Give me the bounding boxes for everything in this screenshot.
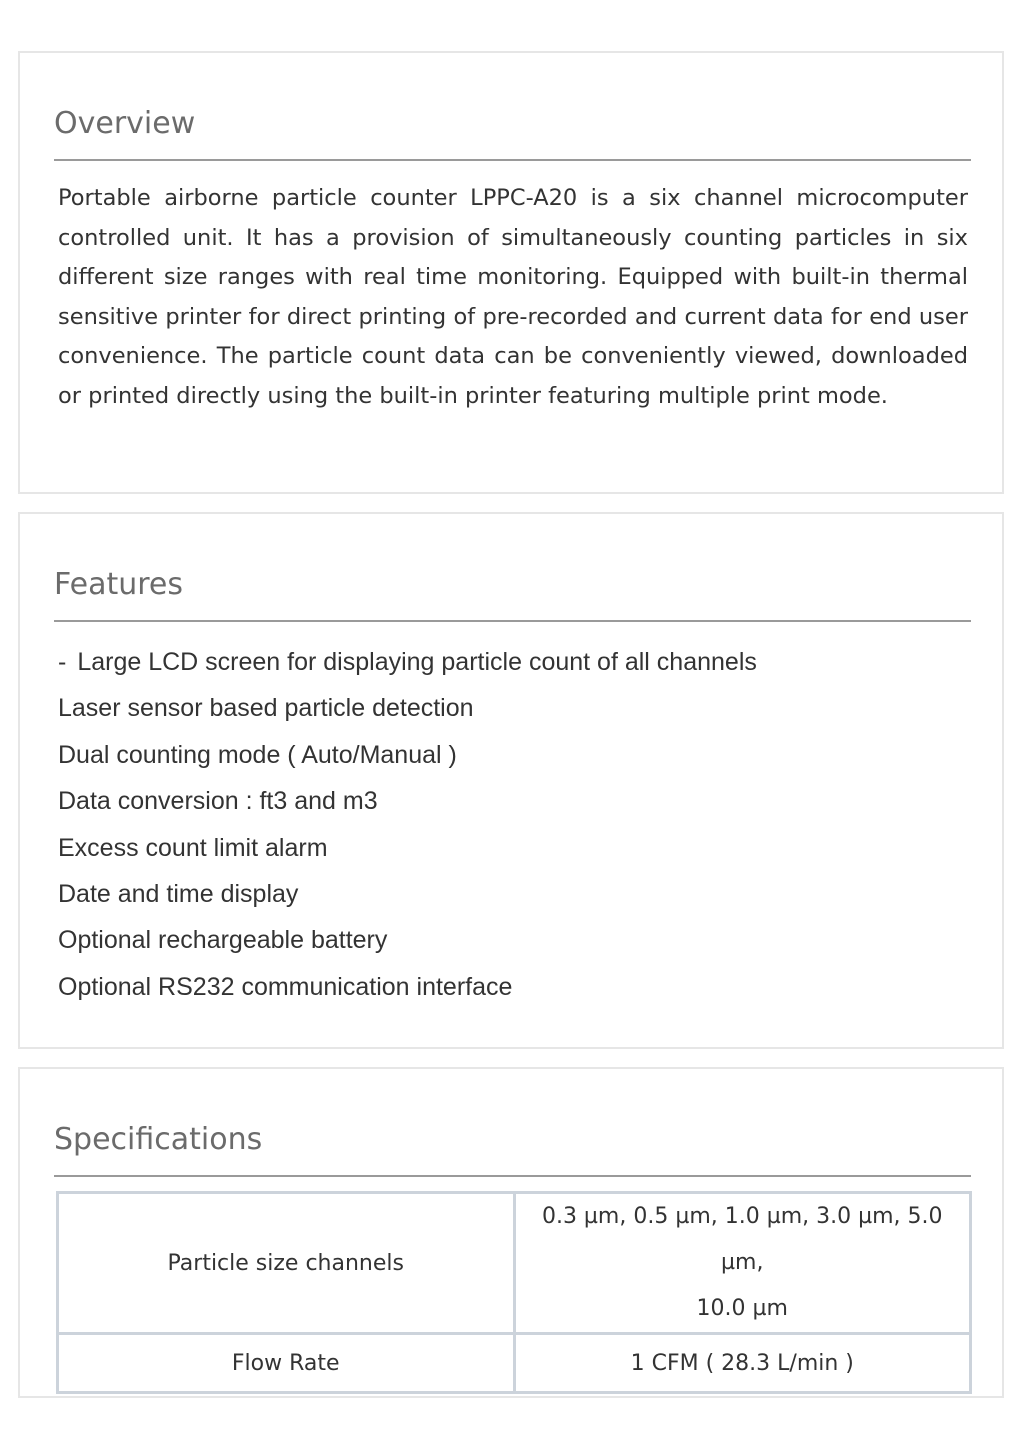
- features-heading: Features: [54, 567, 183, 602]
- feature-item: [58, 687, 757, 733]
- feature-text: Excess count limit alarm: [58, 833, 328, 862]
- features-section: [18, 512, 1004, 1049]
- table-row: [58, 1334, 971, 1393]
- feature-text: Laser sensor based particle detection: [58, 694, 474, 723]
- feature-item: [58, 919, 757, 965]
- spec-label-cell: [58, 1334, 515, 1393]
- feature-text: Large LCD screen for displaying particle count of all channels: [77, 648, 757, 676]
- spec-value-cell: [514, 1334, 971, 1393]
- feature-list: [58, 641, 757, 1012]
- spec-value-line: 0.3 µm, 0.5 µm, 1.0 µm, 3.0 µm, 5.0 µm,: [541, 1204, 943, 1275]
- list-dash: -: [58, 648, 67, 676]
- feature-text: Data conversion : ft3 and m3: [58, 787, 378, 816]
- specifications-heading: Specifications: [54, 1122, 263, 1157]
- feature-item: [58, 780, 757, 826]
- specifications-section: [18, 1067, 1004, 1398]
- feature-text: Date and time display: [58, 879, 299, 908]
- overview-section: [18, 51, 1004, 494]
- table-row: [58, 1193, 971, 1334]
- spec-value: 1 CFM ( 28.3 L/min ): [630, 1350, 854, 1376]
- feature-item: [58, 641, 757, 687]
- feature-item: [58, 827, 757, 873]
- feature-item: [58, 966, 757, 1012]
- feature-text: Dual counting mode ( Auto/Manual ): [58, 740, 457, 769]
- feature-item: [58, 873, 757, 919]
- overview-paragraph: Portable airborne particle counter LPPC-A20 is a six channel microcomputer controlled unit. It has a provision of simultaneously counting particles in six different size ranges with real time monitoring. Equipped with built-in thermal sensitive printer for direct printing of pre-recorded and current data for end user convenience. The particle count data can be conveniently viewed, downloaded or printed directly using the built-in printer featuring multiple print mode.: [58, 185, 968, 409]
- feature-item: [58, 734, 757, 780]
- feature-text: Optional RS232 communication interface: [58, 972, 513, 1001]
- overview-divider: [54, 159, 971, 161]
- overview-heading: Overview: [54, 106, 196, 141]
- spec-label-cell: [58, 1193, 515, 1334]
- spec-label: Particle size channels: [167, 1250, 404, 1276]
- feature-text: Optional rechargeable battery: [58, 926, 388, 955]
- specifications-table: [56, 1191, 972, 1394]
- spec-value-line: 10.0 µm: [696, 1296, 788, 1321]
- specifications-divider: [54, 1175, 971, 1177]
- spec-label: Flow Rate: [231, 1350, 340, 1376]
- spec-value-cell: [514, 1193, 971, 1334]
- features-divider: [54, 620, 971, 622]
